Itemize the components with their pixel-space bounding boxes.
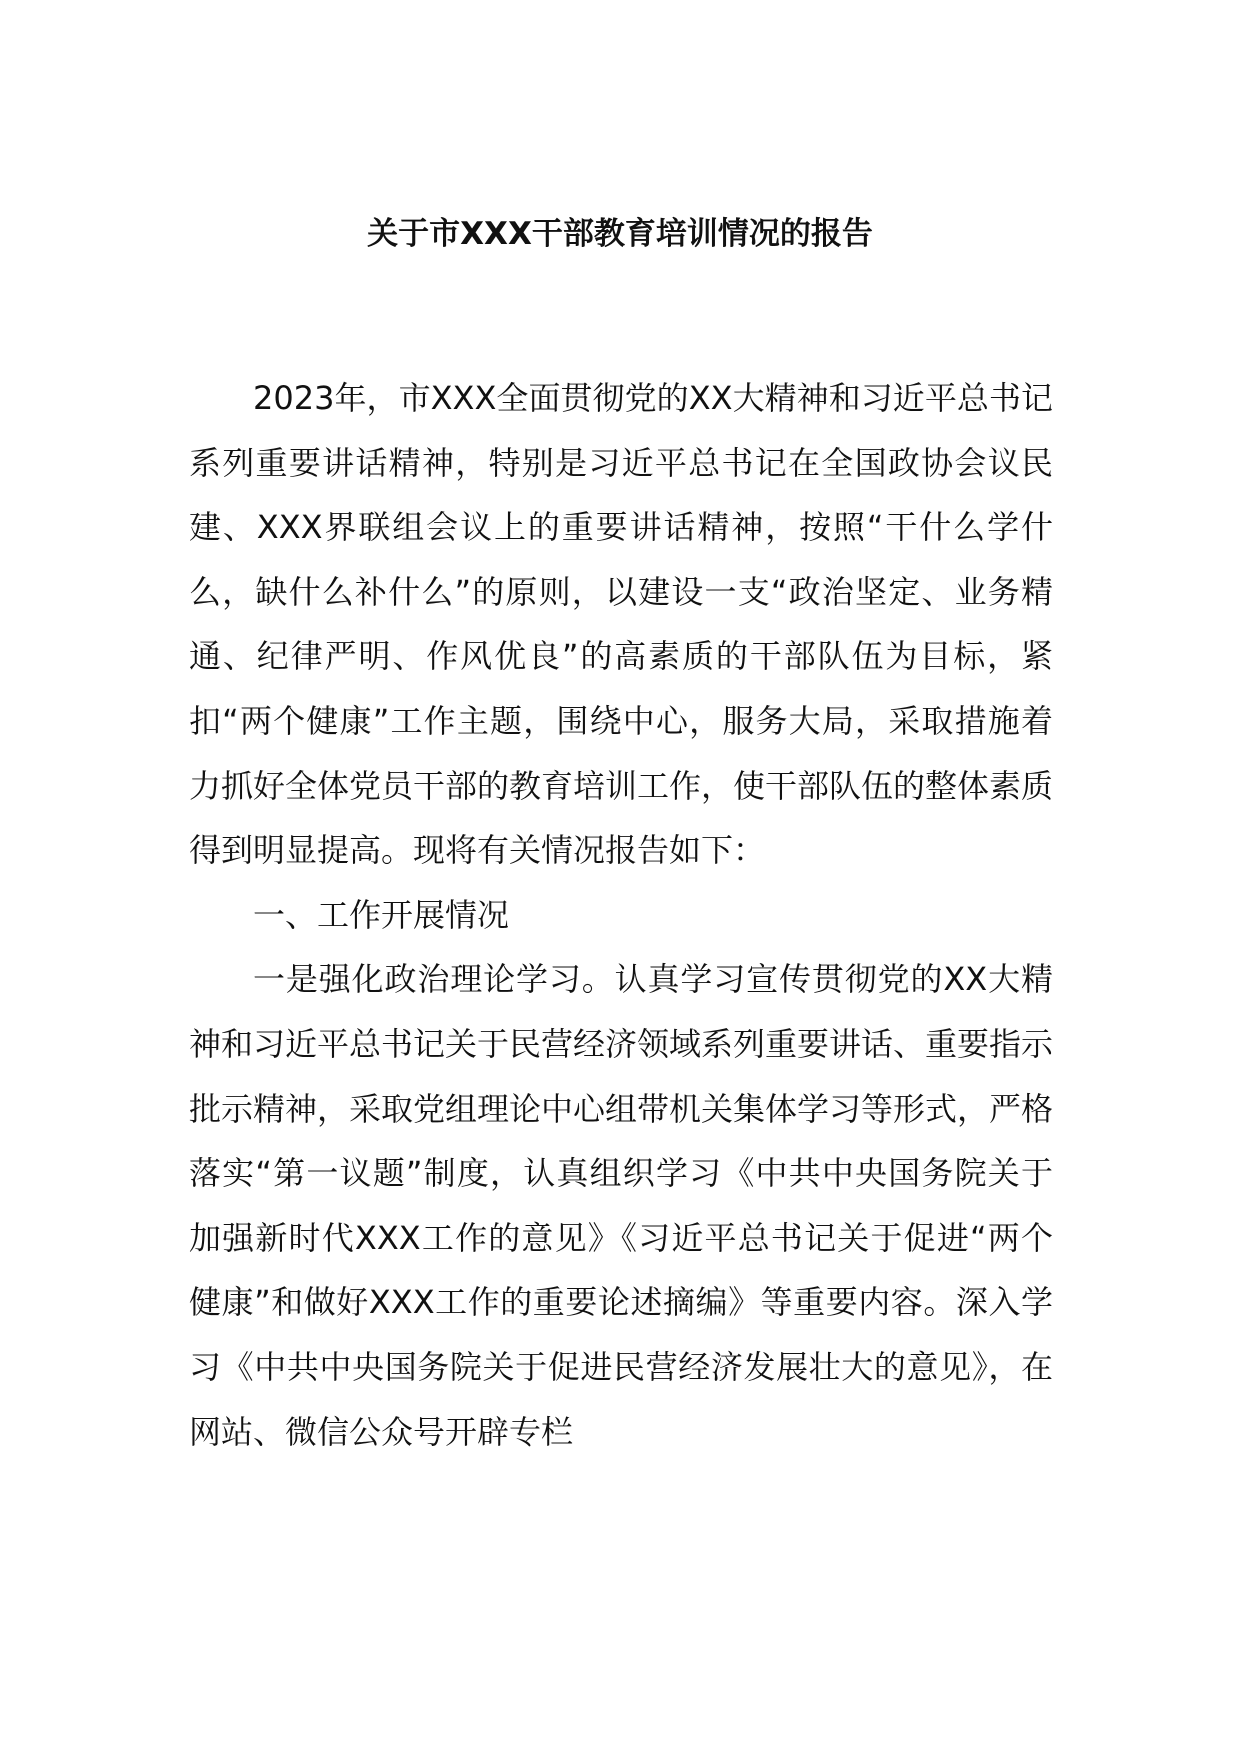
document-title: 关于市XXX干部教育培训情况的报告 — [367, 216, 873, 252]
paragraph-intro: 2023年，市XXX全面贯彻党的XX大精神和习近平总书记系列重要讲话精神，特别是习近平总书记在全国政协会议民建、XXX界联组会议上的重要讲话精神，按照“干什么学什么，缺什么补什么”的原则，以建设一支“政治坚定、业务精通、纪律严明、作风优良”的高素质的干部队伍为目标，紧扣“两个健康”工作主题，围绕中心，服务大局，采取措施着力抓好全体党员干部的教育培训工作，使干部队伍的整体素质得到明显提高。现将有关情况报告如下： — [189, 379, 1054, 870]
document-body — [189, 366, 1053, 1464]
section-heading: 一、工作开展情况 — [253, 895, 510, 934]
paragraph-political-study: 一是强化政治理论学习。认真学习宣传贯彻党的XX大精神和习近平总书记关于民营经济领域系列重要讲话、重要指示批示精神，采取党组理论中心组带机关集体学习等形式，严格落实“第一议题”制度，认真组织学习《中共中央国务院关于加强新时代XXX工作的意见》《习近平总书记关于促进“两个健康”和做好XXX工作的重要论述摘编》等重要内容。深入学习《中共中央国务院关于促进民营经济发展壮大的意见》，在网站、微信公众号开辟专栏 — [189, 960, 1054, 1451]
